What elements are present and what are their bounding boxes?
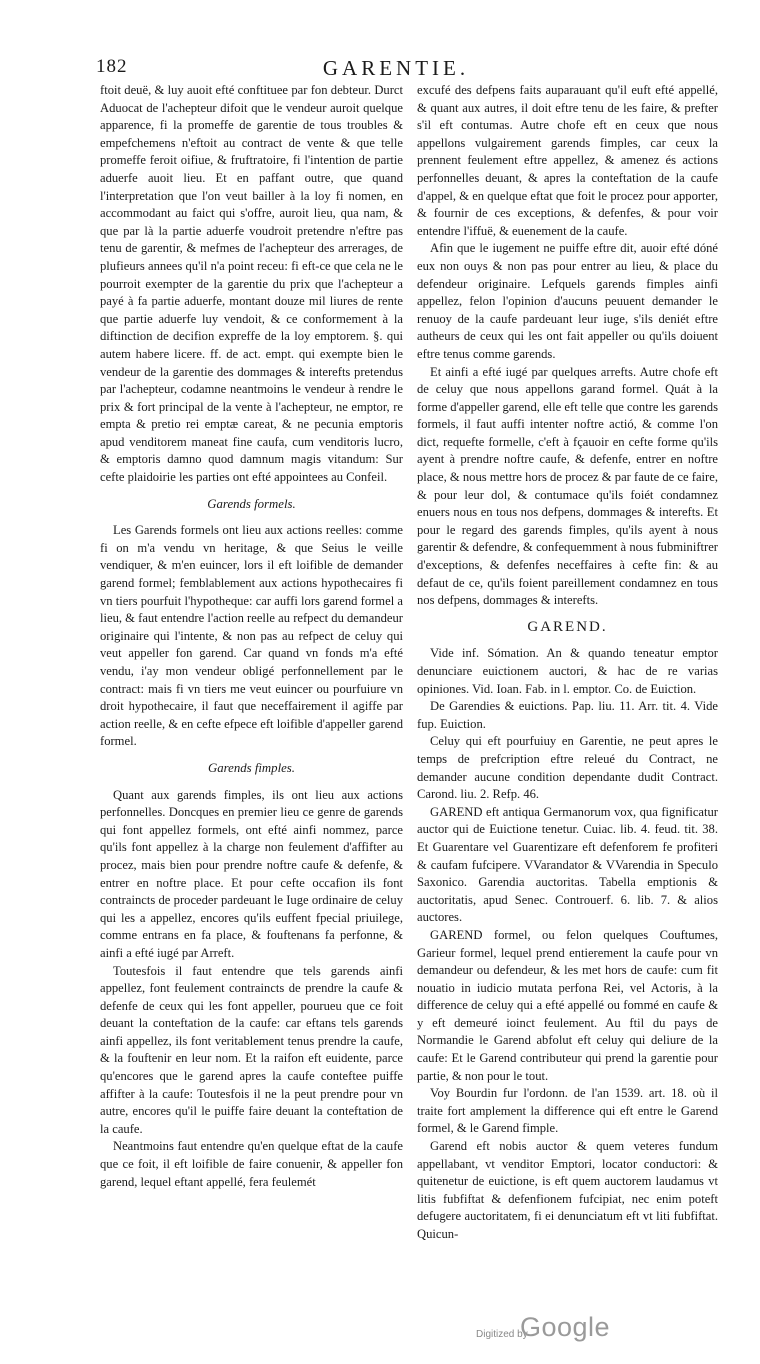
paragraph: Les Garends formels ont lieu aux actions reelles: comme fi on m'a vendu vn heritage, & que Seius le veille vendiquer, & m'en euincer, lors il eft loifible de demander garend formel; femblablement aux actions hypothecaires fi vn tiers pourfuit l'hypotheque: car auffi lors garend formel a lieu, & faut entendre l'action reelle au refpect du demandeur originaire qui l'intente, & non pas au refpect de celuy qui veut appeller fon garend. Car quand vn fonds m'a efté vendu, i'ay mon vendeur obligé perfonnellement par le contract: mais fi vn tiers me veut euincer ou pourfuiure vn droit hypothecaire, il faut que neceffairement il agiffe par action reelle, & en cefte efpece eft loifible d'appeller garend formel. <box>100 523 403 749</box>
watermark-caption: Digitized by <box>476 1329 528 1340</box>
paragraph: Celuy qui eft pourfuiuy en Garentie, ne peut apres le temps de prefcription eftre releué du Contract, ne demander aucune condition dependante dudit Contract. Carond. liu. 2. Refp. 46. <box>417 734 718 802</box>
page-number: 182 <box>96 56 128 77</box>
google-logo: Google <box>520 1312 611 1342</box>
paragraph: Voy Bourdin fur l'ordonn. de l'an 1539. art. 18. où il traite fort amplement la difference qui eft entre le Garend formel, & le Garend fimple. <box>417 1086 718 1136</box>
reference-paragraph: Vide inf. Sómation. An & quando teneatur emptor denunciare euictionem auctori, & hac de re varias opiniones. Vid. Ioan. Fab. in l. emptor. Co. de Euiction. <box>417 646 718 696</box>
paragraph: excufé des defpens faits auparauant qu'il euft efté appellé, & quant aux autres, il doit eftre tenu de les faire, & prefter s'il eft contumas. Autre chofe eft en ceux que nous appellons vulgairement garends fimples, car ceux la prennent feulement eftre appellez, & amenez és actions perfonnelles deuant, & apres la conteftation de la caufe d'appel, & en quelque eftat que foit le procez pour apporter, & fournir de ces exceptions, & defenfes, & pour voir entendre l'iffuë, & euenement de la caufe. <box>417 83 718 238</box>
paragraph: GAREND formel, ou felon quelques Couftumes, Garieur formel, lequel prend entierement la caufe pour vn demandeur ou defendeur, & les met hors de caufe: cum fit nouatio in iudicio mutata perfona Rei, vel Actoris, à la difference de celuy qui a efté appellé ou fommé en caufe & y eft demeuré ioinct feulement. Au ftil du pays de Normandie le Garend abfolut eft celuy qui deliure de la caufe: Et le Garend contributeur qui prend la garentie pour partie, & non pour le tout. <box>417 927 718 1083</box>
paragraph: Afin que le iugement ne puiffe eftre dit, auoir efté dóné eux non ouys & non pas pour entrer au lieu, & place du defendeur originaire. Lefquels garends fimples ainfi appellez, felon l'opinion d'aucuns peuuent demander le renuoy de la caufe pardeuant leur iuge, s'ils deniét eftre autheurs de ceux qui les ont fait appeller ou qu'ils doiuent eftre tenus comme garends. <box>417 241 718 361</box>
paragraph: Toutesfois il faut entendre que tels garends ainfi appellez, font feulement contraincts de prendre la caufe & defenfe de ceux qui les font appeller, pourueu que ce foit deuant la conteftation de la caufe: car eftans tels garends ainfi appellez, ils font veritablement tenus prendre la caufe, & la fouftenir en leur nom. Et la raifon eft euidente, parce qu'encores que le garend apres la caufe conteftee puiffe affifter à la caufe: Toutesfois il ne la peut prendre pour vn autre, encores qu'il le puiffe faire deuant la conteftation de la caufe. <box>100 963 403 1136</box>
paragraph: Quant aux garends fimples, ils ont lieu aux actions perfonnelles. Doncques en premier lieu ce genre de garends qui font appellez formels, ont efté ainfi nommez, parce qu'ils font appellez à la charge non feulement d'affifter au procez, mais bien pour prendre noftre caufe & defenfe, & entrer en noftre place. Et pour cefte occafion ils font contraincts de proceder pardeuant le Iuge ordinaire de celuy qui les a appellez, encores qu'ils euffent fpecial priuilege, comme entrans en fa place, & fouftenans fa perfonne, & ainfi a efté iugé par Arreft. <box>100 787 403 960</box>
digitized-watermark <box>476 1312 626 1346</box>
reference-paragraph: De Garendies & euictions. Pap. liu. 11. Arr. tit. 4. Vide fup. Euiction. <box>417 699 718 731</box>
entry-heading: GAREND. <box>527 618 608 635</box>
page-header <box>96 56 696 82</box>
paragraph: ftoit deuë, & luy auoit efté conftituee par fon debteur. Durct Aduocat de l'achepteur difoit que le vendeur auroit quelque apparence, fi la promeffe de garentie de tous troubles & empefchemens n'eftoit au contract de vente & que telle promeffe feroit oifiue, & fruftratoire, fi l'intention de partie aduerfe auoit lieu. Et en paffant outre, que quand l'interpretation que l'on veut bailler à la loy fi nomen, en accommodant au faict qui s'offre, auroit lieu, qua nam, & que par là la partie aduerfe voudroit pretendre n'eftre pas tenu de garentir, & mefmes de l'achepteur des arrerages, de plufieurs annees qu'il n'a point receu: fi eft-ce que cela ne le pourroit exempter de la garentie du prix que l'achepteur a payé à fa partie aduerfe, montant douze mil liures de rente que partie aduerfe luy vendoit, & ce conformement à la diftinction de decifion expreffe de la loy emptorem. §. qui autem habere licere. ff. de act. empt. qui exempte bien le vendeur de la garentie des dommages & interefts pretendus par l'achepteur, codamne neantmoins le vendeur à rendre le prix & fort principal de la vente à l'achepteur, ne emptor, re empta & pretio rei emptæ careat, & ne pecunia emptoris apud venditorem maneat fine caufa, cum venditoris lucro, & emptoris damno quod damnum magis vitandum: Sur cefte plaidoirie les parties ont efté appointees au Confeil. <box>100 83 403 485</box>
paragraph: GAREND eft antiqua Germanorum vox, qua fignificatur auctor qui de Euictione tenetur. Cuiac. lib. 4. feud. tit. 38. Et Guarentare vel Guarentizare eft defenforem fe profiteri & caufam fufcipere. VVarandator & VVarendia in Speculo Saxonico. Garendia auctoritas. Tabella emptionis & auctoritatis, apud Senec. Controuerf. 6. lib. 7. & alios auctores. <box>417 804 718 925</box>
section-heading: Garends fimples. <box>208 760 295 775</box>
right-column <box>417 82 718 1244</box>
paragraph: Garend eft nobis auctor & quem veteres fundum appellabant, vt venditor Emptori, locator conductori: & quitenetur de euictione, is eft quem auctorem laudamus vt litis fubfiftat & defenfionem fufcipiat, nec enim poteft defugere auctoritatem, fi ei denunciatum eft vt liti fubfiftat. Quicun- <box>417 1139 718 1241</box>
section-heading: Garends formels. <box>207 496 296 511</box>
paragraph: Et ainfi a efté iugé par quelques arrefts. Autre chofe eft de celuy que nous appellons garand formel. Quát à la forme d'appeller garend, elle eft telle que contre les garends formels, il faut auffi intenter noftre actió, & comme l'on dict, requefte formelle, c'eft à fçauoir en cefte forme qu'ils ayent à prendre noftre caufe, & defenfe, entrer en noftre place, & nous mettre hors de procez & par faute de ce faire, & pour leur dol, & contumace qu'ils foiét condamnez enuers nous en tous nos defpens, dommages & interefts. Et pour le regard des garends fimples, qu'ils ayent à nous garentir & defendre, & confequemment à nous fubminiftrer d'exceptions, & defenfes neceffaires à cefte fin: & au defaut de ce, qu'ils foient pareillement condamnez en tous nos defpens, dommages & interefts. <box>417 364 718 608</box>
paragraph: Neantmoins faut entendre qu'en quelque eftat de la caufe que ce foit, il eft loifible de faire conuenir, & appeller fon garend, lequel eftant appellé, fera feulemét <box>100 1139 403 1189</box>
left-column <box>100 82 403 1191</box>
running-title: GARENTIE. <box>322 56 470 80</box>
